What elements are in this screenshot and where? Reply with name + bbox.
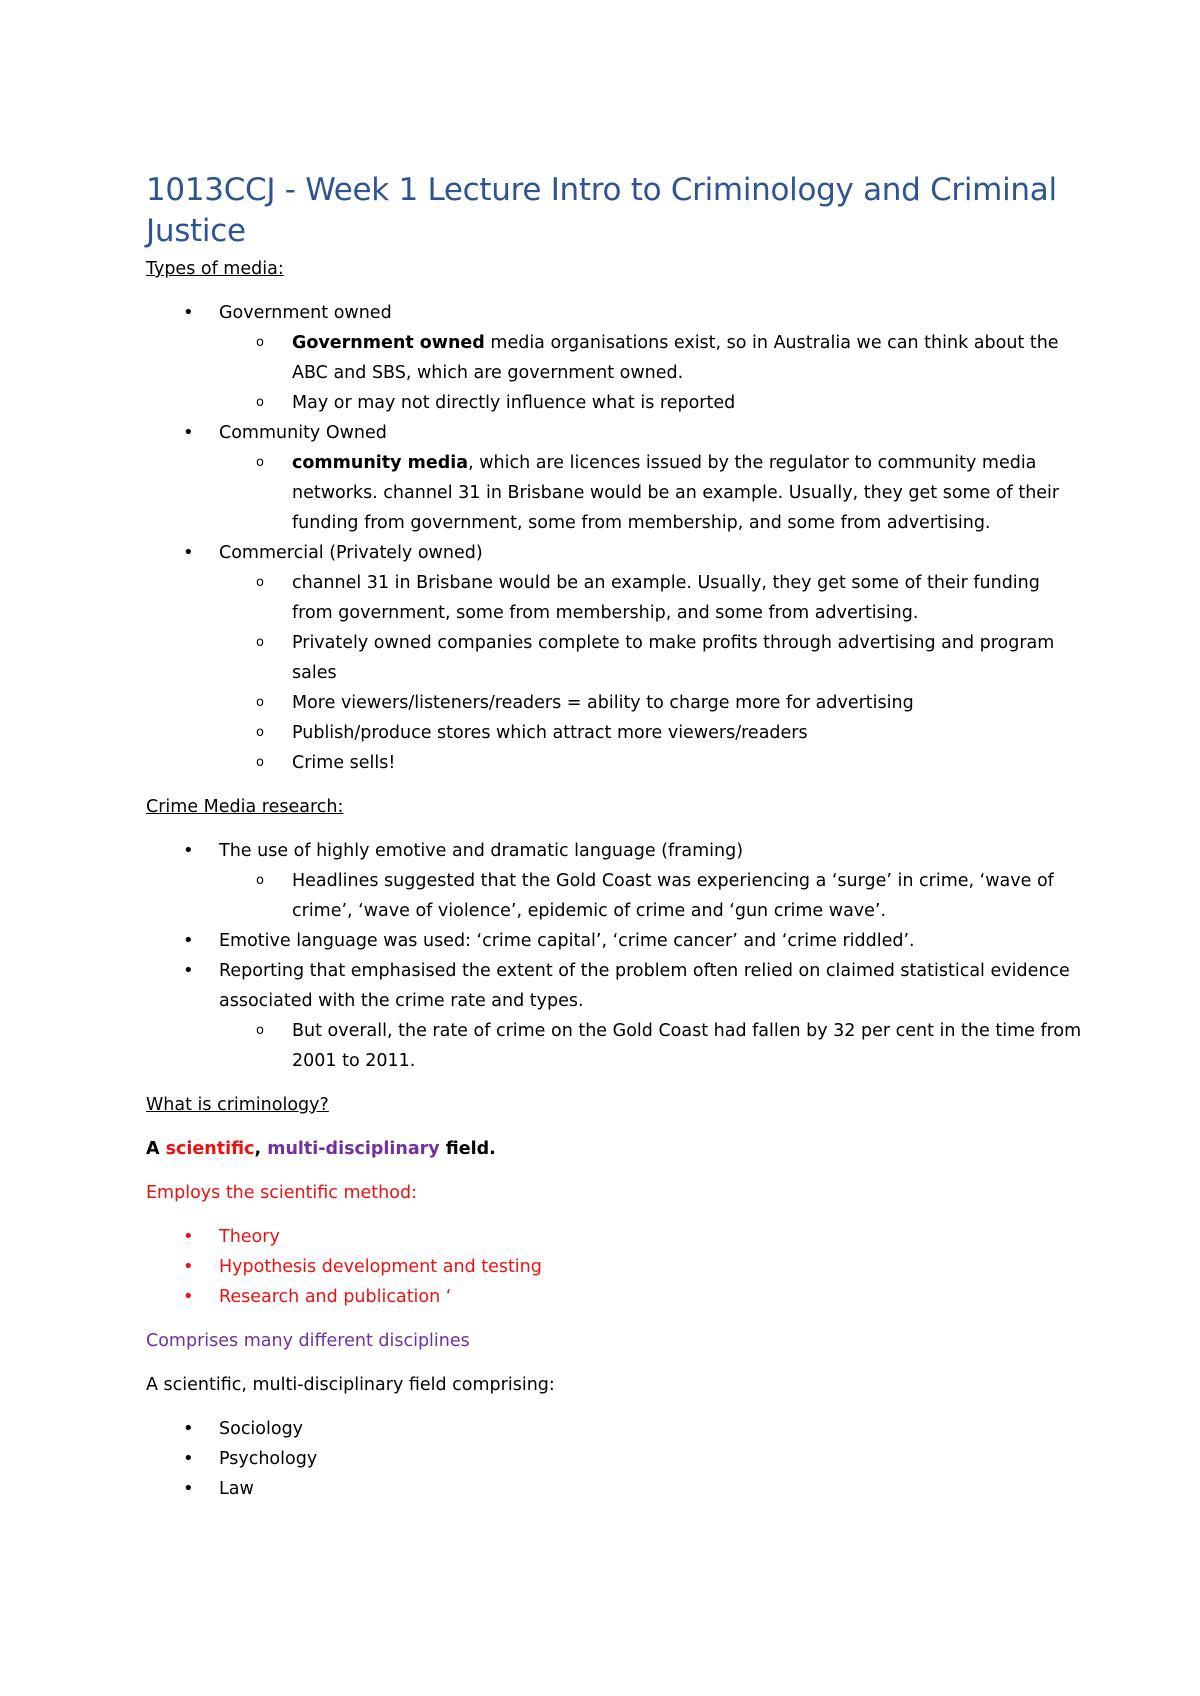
list-item-label: Law xyxy=(219,1479,254,1499)
sub-item-text: Publish/produce stores which attract more viewers/readers xyxy=(292,723,808,743)
sub-item-text: But overall, the rate of crime on the Gold Coast had fallen by 32 per cent in the time from 2001 to 2011. xyxy=(292,1021,1082,1071)
comprising-line: A scientific, multi-disciplinary field comprising: xyxy=(146,1375,555,1395)
sub-bullet-icon: o xyxy=(256,575,264,590)
list-item-label: Reporting that emphasised the extent of the problem often relied on claimed statistical evidence associated with the crime rate and types. xyxy=(219,961,1070,1011)
bullet-icon: • xyxy=(183,542,194,563)
sub-list xyxy=(146,448,1086,538)
fields-list xyxy=(146,1414,1086,1504)
list-item-label: Research and publication ‘ xyxy=(219,1287,452,1307)
bullet-icon: • xyxy=(183,302,194,323)
sub-bullet-icon: o xyxy=(256,873,264,888)
sub-list-item xyxy=(146,718,1086,748)
sub-bullet-icon: o xyxy=(256,755,264,770)
bullet-icon: • xyxy=(183,1226,194,1247)
bullet-icon: • xyxy=(183,422,194,443)
sub-bullet-icon: o xyxy=(256,395,264,410)
criminology-heading: What is criminology? xyxy=(146,1095,329,1115)
sub-item-text: Crime sells! xyxy=(292,753,396,773)
list-item xyxy=(146,418,1086,538)
list-item-label: Hypothesis development and testing xyxy=(219,1257,542,1277)
sub-list-item xyxy=(146,628,1086,688)
def-suffix: field. xyxy=(439,1139,496,1159)
bullet-icon: • xyxy=(183,1478,194,1499)
def-prefix: A xyxy=(146,1139,166,1159)
bullet-icon: • xyxy=(183,930,194,951)
list-item xyxy=(146,1282,1086,1312)
list-item-label: Commercial (Privately owned) xyxy=(219,543,483,563)
bold-term: Government owned xyxy=(292,333,485,353)
method-heading: Employs the scientific method: xyxy=(146,1183,417,1203)
list-item-label: Government owned xyxy=(219,303,392,323)
bullet-icon: • xyxy=(183,960,194,981)
bullet-icon: • xyxy=(183,1418,194,1439)
crime-media-list xyxy=(146,836,1086,1076)
list-item xyxy=(146,926,1086,956)
media-types-heading: Types of media: xyxy=(146,259,284,279)
document-title: 1013CCJ - Week 1 Lecture Intro to Criminology and Criminal Justice xyxy=(146,172,1057,249)
list-item xyxy=(146,1444,1086,1474)
sub-list-item xyxy=(146,388,1086,418)
document-body xyxy=(146,170,1086,1518)
sub-bullet-icon: o xyxy=(256,695,264,710)
list-item xyxy=(146,538,1086,778)
sub-bullet-icon: o xyxy=(256,1023,264,1038)
list-item xyxy=(146,298,1086,418)
sub-bullet-icon: o xyxy=(256,455,264,470)
def-comma: , xyxy=(254,1139,268,1159)
bold-term: community media xyxy=(292,453,469,473)
sub-item-text: media organisations exist, so in Australia we can think about the ABC and SBS, which are government owned. xyxy=(292,333,1059,383)
list-item xyxy=(146,1414,1086,1444)
sub-list-item xyxy=(146,748,1086,778)
sub-list xyxy=(146,328,1086,418)
list-item-label: Community Owned xyxy=(219,423,387,443)
sub-bullet-icon: o xyxy=(256,635,264,650)
sub-list xyxy=(146,866,1086,926)
list-item-label: Theory xyxy=(219,1227,280,1247)
sub-list xyxy=(146,1016,1086,1076)
list-item xyxy=(146,1222,1086,1252)
sub-list-item xyxy=(146,688,1086,718)
list-item xyxy=(146,836,1086,926)
sub-item-text: More viewers/listeners/readers = ability to charge more for advertising xyxy=(292,693,914,713)
sub-item-text: Privately owned companies complete to make profits through advertising and program sales xyxy=(292,633,1055,683)
list-item xyxy=(146,1474,1086,1504)
list-item-label: The use of highly emotive and dramatic language (framing) xyxy=(219,841,744,861)
bullet-icon: • xyxy=(183,1286,194,1307)
bullet-icon: • xyxy=(183,1256,194,1277)
def-scientific: scientific xyxy=(165,1139,255,1159)
bullet-icon: • xyxy=(183,1448,194,1469)
list-item-label: Psychology xyxy=(219,1449,318,1469)
list-item-label: Emotive language was used: ‘crime capital’, ‘crime cancer’ and ‘crime riddled’. xyxy=(219,931,915,951)
criminology-definition xyxy=(146,1134,1086,1164)
def-multi-disciplinary: multi-disciplinary xyxy=(267,1139,440,1159)
sub-list-item xyxy=(146,568,1086,628)
method-list xyxy=(146,1222,1086,1312)
sub-list xyxy=(146,568,1086,778)
list-item xyxy=(146,1252,1086,1282)
sub-list-item xyxy=(146,448,1086,538)
disciplines-line: Comprises many different disciplines xyxy=(146,1331,470,1351)
list-item xyxy=(146,956,1086,1076)
sub-item-text: Headlines suggested that the Gold Coast was experiencing a ‘surge’ in crime, ‘wave of crime’, ‘wave of violence’, epidemic of crime and ‘gun crime wave’. xyxy=(292,871,1054,921)
crime-media-heading: Crime Media research: xyxy=(146,797,344,817)
sub-bullet-icon: o xyxy=(256,335,264,350)
sub-list-item xyxy=(146,328,1086,388)
list-item-label: Sociology xyxy=(219,1419,304,1439)
sub-item-text: , which are licences issued by the regulator to community media networks. channel 31 in Brisbane would be an example. Usually, they get some of their funding from government, some from membership, and some from advertising. xyxy=(292,453,1060,533)
sub-item-text: May or may not directly influence what is reported xyxy=(292,393,736,413)
media-types-list xyxy=(146,298,1086,778)
sub-bullet-icon: o xyxy=(256,725,264,740)
sub-list-item xyxy=(146,866,1086,926)
sub-list-item xyxy=(146,1016,1086,1076)
bullet-icon: • xyxy=(183,840,194,861)
sub-item-text: channel 31 in Brisbane would be an example. Usually, they get some of their funding from government, some from membership, and some from advertising. xyxy=(292,573,1040,623)
